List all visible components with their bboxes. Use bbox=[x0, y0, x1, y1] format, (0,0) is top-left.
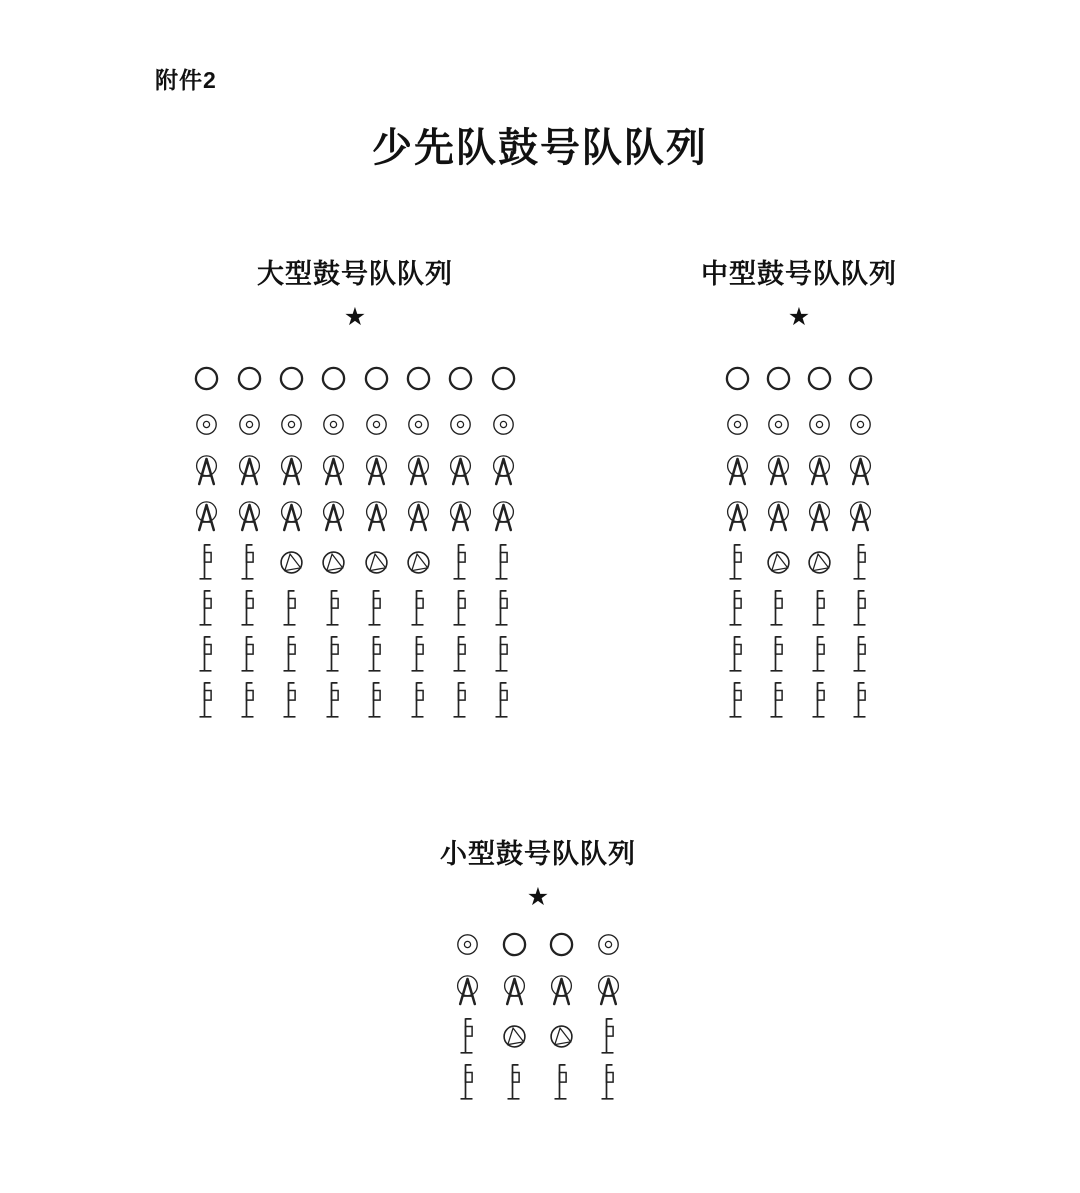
circle-triangle-icon bbox=[758, 539, 799, 585]
flag-icon bbox=[840, 539, 881, 585]
flag-icon bbox=[758, 631, 799, 677]
circle-dot-icon bbox=[228, 401, 270, 447]
circle-dot-icon bbox=[440, 401, 482, 447]
circle-dot-icon bbox=[585, 921, 632, 967]
circle-dot-icon bbox=[355, 401, 397, 447]
circle-a-icon bbox=[185, 493, 227, 539]
circle-triangle-icon bbox=[397, 539, 439, 585]
circle-dot-icon bbox=[313, 401, 355, 447]
flag-icon bbox=[397, 585, 439, 631]
flag-icon bbox=[397, 677, 439, 723]
circle-a-icon bbox=[491, 967, 538, 1013]
formation-large-grid bbox=[185, 355, 525, 723]
flag-icon bbox=[355, 585, 397, 631]
page-title: 少先队鼓号队队列 bbox=[372, 125, 708, 170]
flag-icon bbox=[482, 539, 524, 585]
flag-icon bbox=[444, 1013, 491, 1059]
formation-row bbox=[716, 585, 881, 631]
circle-a-icon bbox=[840, 493, 881, 539]
circle-triangle-icon bbox=[491, 1013, 538, 1059]
circle-triangle-icon bbox=[270, 539, 312, 585]
circle-icon bbox=[313, 355, 355, 401]
formation-row bbox=[444, 1059, 632, 1105]
circle-icon bbox=[355, 355, 397, 401]
flag-icon bbox=[840, 631, 881, 677]
flag-icon bbox=[313, 677, 355, 723]
flag-icon bbox=[491, 1059, 538, 1105]
formation-medium bbox=[629, 256, 969, 723]
formation-row bbox=[185, 355, 524, 401]
flag-icon bbox=[228, 539, 270, 585]
flag-icon bbox=[840, 585, 881, 631]
circle-a-icon bbox=[716, 493, 757, 539]
circle-icon bbox=[716, 355, 757, 401]
circle-a-icon bbox=[397, 447, 439, 493]
flag-icon bbox=[440, 631, 482, 677]
flag-icon bbox=[185, 539, 227, 585]
flag-icon bbox=[185, 585, 227, 631]
flag-icon bbox=[270, 631, 312, 677]
circle-icon bbox=[491, 921, 538, 967]
circle-icon bbox=[482, 355, 524, 401]
flag-icon bbox=[758, 585, 799, 631]
circle-dot-icon bbox=[397, 401, 439, 447]
formation-row bbox=[185, 631, 524, 677]
circle-dot-icon bbox=[482, 401, 524, 447]
circle-a-icon bbox=[228, 447, 270, 493]
formation-row bbox=[716, 493, 881, 539]
formation-row bbox=[185, 677, 524, 723]
circle-dot-icon bbox=[716, 401, 757, 447]
flag-icon bbox=[585, 1059, 632, 1105]
circle-a-icon bbox=[538, 967, 585, 1013]
circle-a-icon bbox=[799, 493, 840, 539]
circle-a-icon bbox=[585, 967, 632, 1013]
flag-icon bbox=[228, 677, 270, 723]
flag-icon bbox=[799, 631, 840, 677]
circle-a-icon bbox=[313, 447, 355, 493]
circle-a-icon bbox=[270, 493, 312, 539]
formation-small-grid bbox=[368, 921, 708, 1105]
formation-row bbox=[444, 921, 632, 967]
flag-icon bbox=[270, 677, 312, 723]
formation-medium-grid bbox=[629, 355, 969, 723]
circle-dot-icon bbox=[444, 921, 491, 967]
star-icon: ★ bbox=[787, 303, 811, 331]
flag-icon bbox=[397, 631, 439, 677]
formation-large bbox=[185, 256, 525, 723]
formation-row bbox=[185, 447, 524, 493]
circle-a-icon bbox=[482, 447, 524, 493]
circle-a-icon bbox=[758, 447, 799, 493]
circle-dot-icon bbox=[758, 401, 799, 447]
formation-large-title: 大型鼓号队队列 bbox=[257, 259, 453, 289]
circle-icon bbox=[185, 355, 227, 401]
flag-icon bbox=[482, 631, 524, 677]
circle-icon bbox=[270, 355, 312, 401]
formation-row bbox=[716, 355, 881, 401]
flag-icon bbox=[185, 677, 227, 723]
circle-dot-icon bbox=[270, 401, 312, 447]
formation-small bbox=[368, 836, 708, 1105]
formation-row bbox=[716, 447, 881, 493]
formation-row bbox=[716, 401, 881, 447]
circle-a-icon bbox=[313, 493, 355, 539]
circle-dot-icon bbox=[840, 401, 881, 447]
flag-icon bbox=[228, 631, 270, 677]
circle-triangle-icon bbox=[538, 1013, 585, 1059]
flag-icon bbox=[716, 585, 757, 631]
flag-icon bbox=[440, 677, 482, 723]
circle-icon bbox=[538, 921, 585, 967]
flag-icon bbox=[482, 677, 524, 723]
flag-icon bbox=[538, 1059, 585, 1105]
circle-a-icon bbox=[840, 447, 881, 493]
circle-a-icon bbox=[440, 447, 482, 493]
flag-icon bbox=[228, 585, 270, 631]
flag-icon bbox=[716, 677, 757, 723]
star-icon: ★ bbox=[526, 883, 550, 911]
circle-a-icon bbox=[758, 493, 799, 539]
flag-icon bbox=[716, 539, 757, 585]
circle-a-icon bbox=[270, 447, 312, 493]
star-icon: ★ bbox=[343, 303, 367, 331]
flag-icon bbox=[313, 631, 355, 677]
formation-row bbox=[185, 493, 524, 539]
formation-row bbox=[185, 401, 524, 447]
flag-icon bbox=[440, 585, 482, 631]
flag-icon bbox=[355, 677, 397, 723]
flag-icon bbox=[840, 677, 881, 723]
formation-row bbox=[716, 677, 881, 723]
circle-a-icon bbox=[716, 447, 757, 493]
flag-icon bbox=[440, 539, 482, 585]
circle-a-icon bbox=[440, 493, 482, 539]
circle-dot-icon bbox=[185, 401, 227, 447]
circle-a-icon bbox=[397, 493, 439, 539]
circle-triangle-icon bbox=[355, 539, 397, 585]
circle-a-icon bbox=[444, 967, 491, 1013]
flag-icon bbox=[444, 1059, 491, 1105]
formation-medium-title: 中型鼓号队队列 bbox=[701, 259, 897, 289]
flag-icon bbox=[482, 585, 524, 631]
formation-row bbox=[185, 585, 524, 631]
flag-icon bbox=[270, 585, 312, 631]
circle-a-icon bbox=[355, 493, 397, 539]
formation-row bbox=[444, 1013, 632, 1059]
attachment-label: 附件2 bbox=[155, 67, 217, 93]
circle-dot-icon bbox=[799, 401, 840, 447]
circle-icon bbox=[228, 355, 270, 401]
formation-row bbox=[716, 631, 881, 677]
flag-icon bbox=[758, 677, 799, 723]
circle-triangle-icon bbox=[313, 539, 355, 585]
formation-small-title: 小型鼓号队队列 bbox=[440, 839, 636, 869]
circle-icon bbox=[397, 355, 439, 401]
flag-icon bbox=[185, 631, 227, 677]
flag-icon bbox=[313, 585, 355, 631]
circle-a-icon bbox=[355, 447, 397, 493]
circle-icon bbox=[440, 355, 482, 401]
formation-row bbox=[716, 539, 881, 585]
circle-triangle-icon bbox=[799, 539, 840, 585]
flag-icon bbox=[716, 631, 757, 677]
flag-icon bbox=[799, 585, 840, 631]
circle-a-icon bbox=[185, 447, 227, 493]
formation-row bbox=[185, 539, 524, 585]
circle-icon bbox=[799, 355, 840, 401]
circle-a-icon bbox=[228, 493, 270, 539]
circle-a-icon bbox=[799, 447, 840, 493]
circle-a-icon bbox=[482, 493, 524, 539]
circle-icon bbox=[840, 355, 881, 401]
flag-icon bbox=[585, 1013, 632, 1059]
circle-icon bbox=[758, 355, 799, 401]
flag-icon bbox=[799, 677, 840, 723]
formation-row bbox=[444, 967, 632, 1013]
flag-icon bbox=[355, 631, 397, 677]
